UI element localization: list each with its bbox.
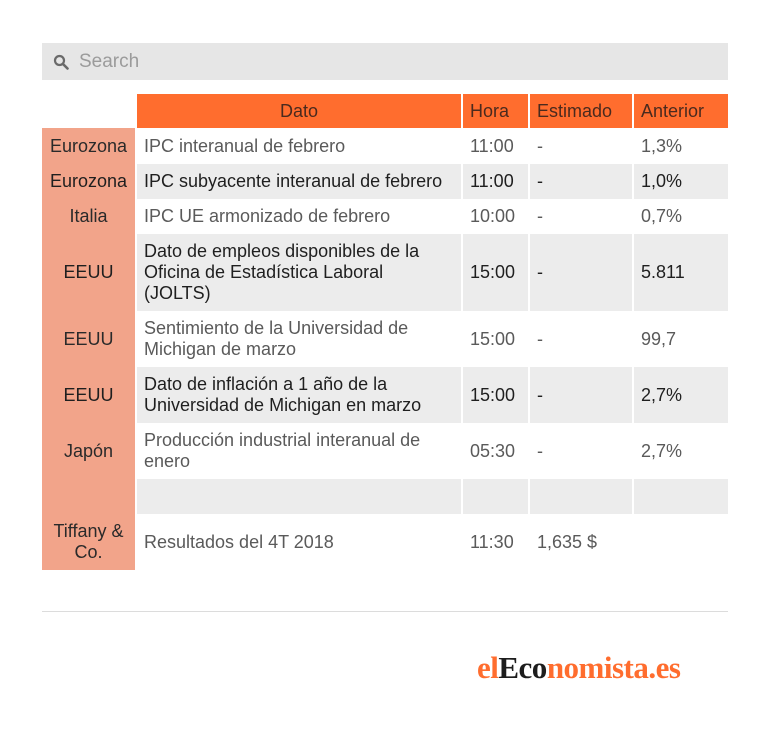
hora-cell: 15:00 (463, 367, 530, 423)
estimado-cell: - (530, 234, 634, 311)
anterior-cell (634, 479, 728, 514)
hora-cell: 11:00 (463, 128, 530, 164)
dato-cell: Producción industrial interanual de enero (137, 423, 463, 479)
country-cell: Japón (42, 423, 137, 479)
anterior-cell (634, 514, 728, 570)
dato-cell: IPC subyacente interanual de febrero (137, 164, 463, 199)
hora-cell: 11:30 (463, 514, 530, 570)
search-icon (53, 54, 69, 70)
table-row (42, 199, 728, 234)
country-cell: EEUU (42, 234, 137, 311)
estimado-cell: - (530, 423, 634, 479)
economic-calendar-table (42, 94, 728, 570)
table-header-row (42, 94, 728, 128)
dato-cell: Dato de empleos disponibles de la Oficina de Estadística Laboral (JOLTS) (137, 234, 463, 311)
country-cell: EEUU (42, 311, 137, 367)
dato-cell: Dato de inflación a 1 año de la Universidad de Michigan en marzo (137, 367, 463, 423)
hora-cell: 05:30 (463, 423, 530, 479)
anterior-cell: 1,3% (641, 135, 683, 156)
anterior-cell: 0,7% (641, 206, 683, 226)
anterior-cell: 2,7% (634, 367, 728, 423)
hora-cell: 10:00 (463, 199, 530, 234)
table-row (42, 367, 728, 423)
dato-cell: Sentimiento de la Universidad de Michigan de marzo (137, 311, 463, 367)
header-estimado[interactable]: Estimado (530, 94, 634, 128)
anterior-cell: 1,0% (634, 164, 728, 199)
country-cell: EEUU (42, 367, 137, 423)
header-dato[interactable]: Dato (137, 94, 463, 128)
search-bar[interactable] (42, 43, 728, 80)
eleconomista-logo[interactable] (477, 650, 680, 686)
estimado-cell: - (530, 164, 634, 199)
country-cell: Eurozona (42, 128, 137, 164)
hora-cell: 11:00 (463, 164, 530, 199)
logo-part-eco: Eco (498, 650, 547, 685)
header-corner (42, 94, 137, 128)
estimado-cell: - (530, 128, 634, 164)
estimado-cell: - (530, 311, 634, 367)
dato-cell: IPC interanual de febrero (137, 128, 463, 164)
logo-part-el: el (477, 650, 499, 685)
logo-part-nomista: nomista.es (546, 650, 681, 685)
estimado-cell (530, 479, 634, 514)
hora-cell: 15:00 (463, 234, 530, 311)
country-cell: Eurozona (42, 164, 137, 199)
table-row (42, 514, 728, 570)
table-row (42, 423, 728, 479)
estimado-cell: 1,635 $ (530, 514, 634, 570)
divider (42, 611, 728, 612)
estimado-cell: - (530, 199, 634, 234)
estimado-cell: - (530, 367, 634, 423)
country-cell (42, 479, 137, 514)
hora-cell: 15:00 (463, 311, 530, 367)
anterior-cell: 2,7% (641, 440, 683, 461)
table-row (42, 164, 728, 199)
search-input[interactable] (79, 51, 679, 73)
table-row (42, 479, 728, 514)
dato-cell: Resultados del 4T 2018 (137, 514, 463, 570)
header-anterior[interactable]: Anterior (634, 94, 728, 128)
table-row (42, 234, 728, 311)
hora-cell (463, 479, 530, 514)
country-cell: Tiffany & Co. (42, 514, 137, 570)
dato-cell: IPC UE armonizado de febrero (137, 199, 463, 234)
anterior-cell: 99,7 (641, 328, 677, 349)
anterior-cell: 5.811 (634, 234, 728, 311)
table-row (42, 128, 728, 164)
table-row (42, 311, 728, 367)
dato-cell (137, 479, 463, 514)
country-cell: Italia (42, 199, 137, 234)
header-hora[interactable]: Hora (463, 94, 530, 128)
